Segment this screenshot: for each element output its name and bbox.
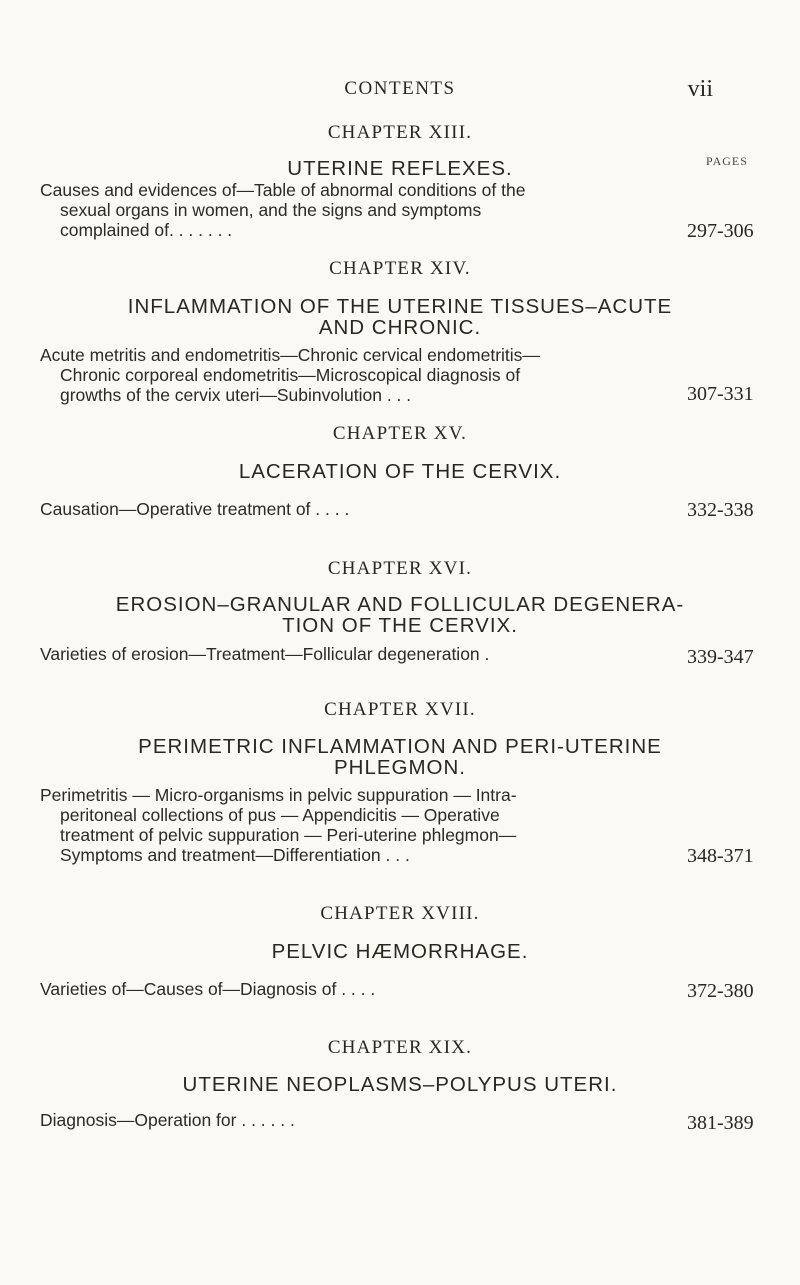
chapter-title bbox=[0, 296, 800, 338]
chapter-title-line: PELVIC HÆMORRHAGE. bbox=[271, 940, 529, 963]
chapter-title-line: EROSION–GRANULAR AND FOLLICULAR DEGENERA- bbox=[115, 593, 685, 616]
chapter-entry bbox=[40, 785, 692, 865]
chapter-entry bbox=[40, 499, 692, 519]
chapter-title-line: INFLAMMATION OF THE UTERINE TISSUES–ACUTE bbox=[127, 295, 673, 318]
page-number: vii bbox=[687, 76, 713, 102]
chapter-title-line: TION OF THE CERVIX. bbox=[282, 614, 518, 637]
chapter-title bbox=[0, 736, 800, 778]
chapter-title-line: UTERINE NEOPLASMS–POLYPUS UTERI. bbox=[182, 1073, 618, 1096]
pages-column-label: PAGES bbox=[706, 154, 748, 168]
chapter-heading: CHAPTER XVIII. bbox=[320, 903, 480, 924]
chapter-title-line: LACERATION OF THE CERVIX. bbox=[238, 460, 562, 483]
chapter-heading: CHAPTER XV. bbox=[332, 423, 468, 444]
chapter-title-line: PHLEGMON. bbox=[333, 756, 467, 779]
running-head: CONTENTS bbox=[344, 78, 456, 99]
chapter-entry bbox=[40, 1110, 692, 1130]
entry-line: Perimetritis — Micro-organisms in pelvic suppuration — Intra- bbox=[40, 785, 517, 805]
entry-line: Varieties of erosion—Treatment—Follicular degeneration . bbox=[40, 644, 490, 664]
page-range: 297-306 bbox=[687, 220, 754, 242]
entry-line: Chronic corporeal endometritis—Microscopical diagnosis of bbox=[60, 365, 521, 385]
chapter-title bbox=[0, 594, 800, 636]
chapter-title bbox=[0, 461, 800, 482]
entry-line: Causes and evidences of—Table of abnormal conditions of the bbox=[40, 180, 526, 200]
entry-line: peritoneal collections of pus — Appendicitis — Operative bbox=[60, 805, 500, 825]
chapter-entry bbox=[40, 345, 692, 405]
entry-line: Symptoms and treatment—Differentiation . . . bbox=[60, 845, 410, 865]
chapter-entry bbox=[40, 180, 692, 240]
chapter-heading: CHAPTER XIX. bbox=[327, 1037, 473, 1058]
chapter-heading: CHAPTER XIII. bbox=[327, 122, 473, 143]
chapter-entry bbox=[40, 644, 692, 664]
chapter-title bbox=[0, 1074, 800, 1095]
entry-line: treatment of pelvic suppuration — Peri-uterine phlegmon— bbox=[60, 825, 517, 845]
chapter-heading: CHAPTER XVI. bbox=[327, 558, 473, 579]
entry-line: growths of the cervix uteri—Subinvolution . . . bbox=[60, 385, 412, 405]
page-range: 307-331 bbox=[687, 383, 754, 405]
page-range: 332-338 bbox=[687, 499, 754, 521]
page-range: 381-389 bbox=[687, 1112, 754, 1134]
chapter-title bbox=[0, 158, 800, 179]
chapter-entry bbox=[40, 979, 692, 999]
chapter-title-line: AND CHRONIC. bbox=[318, 316, 482, 339]
page-range: 348-371 bbox=[687, 845, 754, 867]
entry-line: Diagnosis—Operation for . . . . . . bbox=[40, 1110, 295, 1130]
chapter-title-line: UTERINE REFLEXES. bbox=[287, 157, 513, 180]
entry-line: complained of. . . . . . . bbox=[60, 220, 233, 240]
entry-line: Acute metritis and endometritis—Chronic cervical endometritis— bbox=[40, 345, 540, 365]
chapter-title-line: PERIMETRIC INFLAMMATION AND PERI-UTERINE bbox=[138, 735, 662, 758]
entry-line: Varieties of—Causes of—Diagnosis of . . . . bbox=[40, 979, 376, 999]
entry-line: Causation—Operative treatment of . . . . bbox=[40, 499, 350, 519]
chapter-title bbox=[0, 941, 800, 962]
page-range: 339-347 bbox=[687, 646, 754, 668]
chapter-heading: CHAPTER XIV. bbox=[329, 258, 471, 279]
entry-line: sexual organs in women, and the signs and symptoms bbox=[60, 200, 482, 220]
chapter-heading: CHAPTER XVII. bbox=[324, 699, 476, 720]
page-range: 372-380 bbox=[687, 980, 754, 1002]
